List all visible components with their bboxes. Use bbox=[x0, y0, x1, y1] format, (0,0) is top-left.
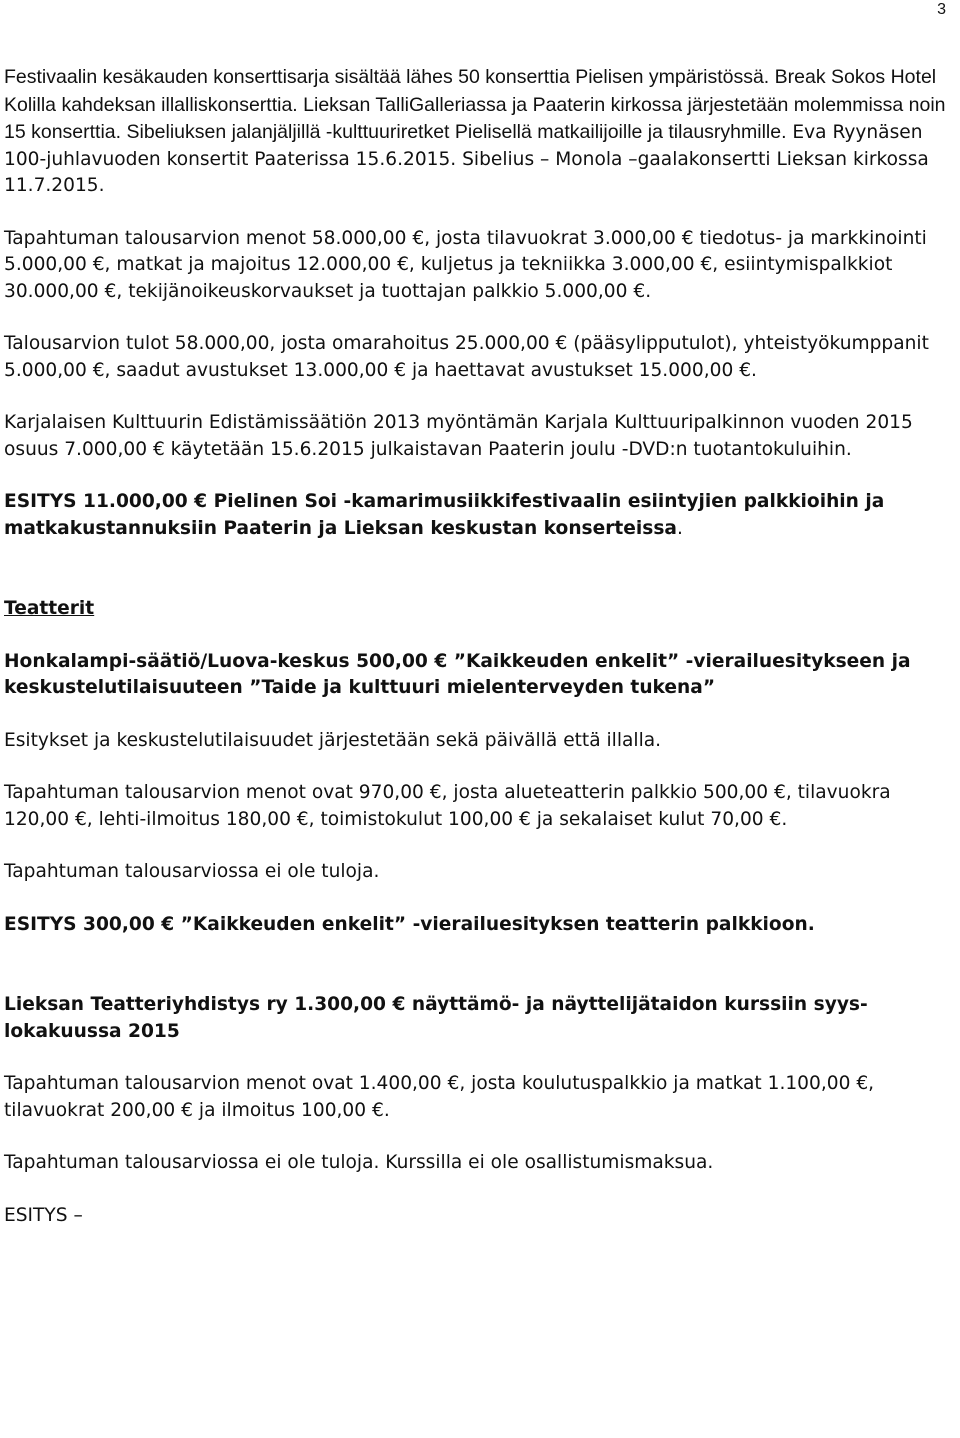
festival-income-paragraph: Talousarvion tulot 58.000,00, josta omarahoitus 25.000,00 € (pääsylipputulot), yhteistyökumppanit 5.000,00 €, saadut avustukset 13.000,00 € ja haettavat avustukset 15.000,00 €. bbox=[4, 333, 929, 381]
honkalampi-income-paragraph: Tapahtuman talousarviossa ei ole tuloja. bbox=[4, 861, 380, 882]
festival-proposal-period: . bbox=[676, 517, 683, 539]
teatteriyhdistys-costs-paragraph: Tapahtuman talousarvion menot ovat 1.400,00 €, josta koulutuspalkkio ja matkat 1.100,00 €, tilavuokrat 200,00 € ja ilmoitus 100,00 €. bbox=[4, 1073, 875, 1121]
festival-costs-paragraph: Tapahtuman talousarvion menot 58.000,00 €, josta tilavuokrat 3.000,00 € tiedotus- ja markkinointi 5.000,00 €, matkat ja majoitus 12.000,00 €, kuljetus ja tekniikka 3.000,00 €, esiintymispalkkiot 30.000,00 €, tekijänoikeuskorvaukset ja tuottajan palkkio 5.000,00 €. bbox=[4, 227, 927, 302]
teatteriyhdistys-income-paragraph: Tapahtuman talousarviossa ei ole tuloja. Kurssilla ei ole osallistumismaksua. bbox=[4, 1152, 714, 1173]
teatteriyhdistys-proposal: ESITYS – bbox=[4, 1204, 83, 1226]
festival-proposal-text: ESITYS 11.000,00 € Pielinen Soi -kamarimusiikkifestivaalin esiintyjien palkkioihin ja matkakustannuksiin Paaterin ja Lieksan keskustan konserteissa bbox=[4, 491, 885, 539]
festival-intro-text: Festivaalin kesäkauden konserttisarja sisältää lähes 50 konserttia Pielisen ympäristössä. Break Sokos Hotel Kolilla kahdeksan illalliskonserttia. Lieksan TalliGalleriassa ja Paaterin kirkossa järjestetään molemmissa noin 15 konserttia. Sibeliuksen jalanjäljillä -kulttuuriretket Pielisellä matkailijoille ja tilausryhmille. bbox=[4, 66, 946, 143]
honkalampi-heading: Honkalampi-säätiö/Luova-keskus 500,00 € ”Kaikkeuden enkelit” -vierailuesitykseen ja keskustelutilaisuuteen ”Taide ja kulttuuri mielenterveyden tukena” bbox=[4, 650, 911, 698]
page-number: 3 bbox=[937, 1, 946, 18]
document-body bbox=[4, 64, 954, 1229]
festival-proposal-paragraph bbox=[4, 489, 954, 542]
honkalampi-proposal: ESITYS 300,00 € ”Kaikkeuden enkelit” -vierailuesityksen teatterin palkkioon. bbox=[4, 913, 815, 935]
festival-intro-text-cont: Eva Ryynäsen 100-juhlavuoden konsertit Paaterissa 15.6.2015. Sibelius – Monola –gaalakonsertti Lieksan kirkossa 11.7.2015. bbox=[4, 122, 929, 196]
teatteriyhdistys-heading: Lieksan Teatteriyhdistys ry 1.300,00 € näyttämö- ja näyttelijätaidon kurssiin syys-lokakuussa 2015 bbox=[4, 994, 868, 1042]
theatre-section-heading: Teatterit bbox=[4, 598, 95, 619]
festival-intro-paragraph bbox=[4, 64, 954, 200]
honkalampi-description: Esitykset ja keskustelutilaisuudet järjestetään sekä päivällä että illalla. bbox=[4, 729, 662, 751]
festival-prize-paragraph: Karjalaisen Kulttuurin Edistämissäätiön 2013 myöntämän Karjala Kulttuuripalkinnon vuoden 2015 osuus 7.000,00 € käytetään 15.6.2015 julkaistavan Paaterin joulu -DVD:n tuotantokuluihin. bbox=[4, 412, 913, 460]
honkalampi-costs-paragraph: Tapahtuman talousarvion menot ovat 970,00 €, josta alueteatterin palkkio 500,00 €, tilavuokra 120,00 €, lehti-ilmoitus 180,00 €, toimistokulut 100,00 € ja sekalaiset kulut 70,00 €. bbox=[4, 782, 891, 830]
